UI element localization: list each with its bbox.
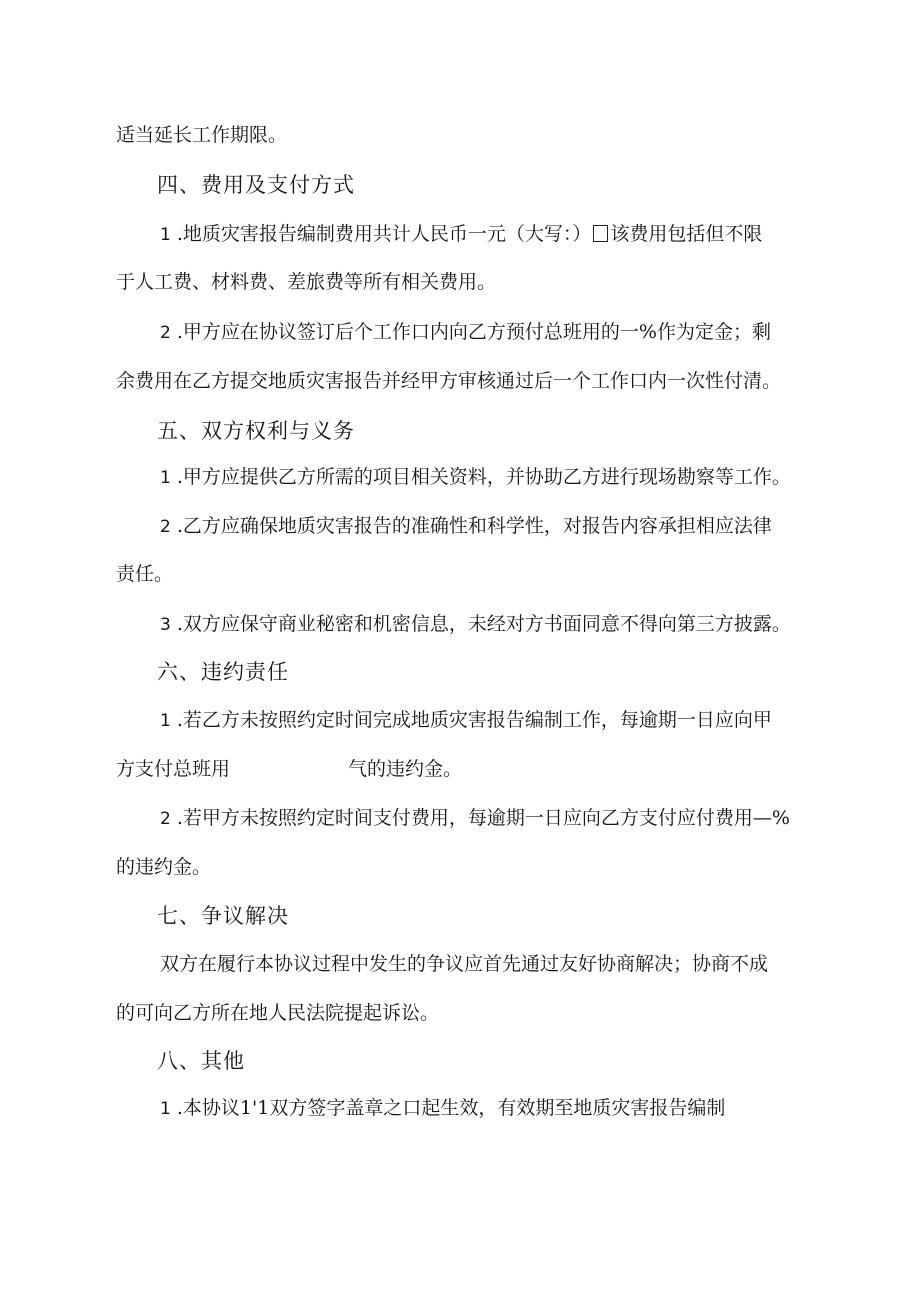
section-heading-liability: 六、违约责任 — [157, 660, 289, 684]
clause-6-2 — [160, 806, 790, 831]
clause-number: 1 — [160, 711, 171, 731]
paragraph-line: 的违约金。 — [116, 856, 212, 878]
section-heading-other: 八、其他 — [157, 1049, 245, 1073]
clause-5-3 — [160, 612, 791, 637]
clause-text: 方支付总班用 — [116, 758, 231, 780]
clause-text: .地质灾害报告编制费用共计人民币一元（大写：） — [176, 223, 592, 245]
clause-text: .若甲方未按照约定时间支付费用，每逾期一日应向乙方支付应付费用—% — [176, 807, 790, 829]
clause-number: 2 — [160, 323, 171, 343]
clause-6-1 — [160, 708, 772, 733]
clause-8-1 — [160, 1096, 725, 1121]
clause-number: 1 — [160, 1099, 171, 1119]
paragraph-line: 双方在履行本协议过程中发生的争议应首先通过友好协商解决；协商不成 — [160, 953, 769, 975]
clause-4-1 — [160, 222, 762, 247]
paragraph-line: 的可向乙方所在地人民法院提起诉讼。 — [116, 1002, 440, 1024]
section-heading-rights: 五、双方权利与义务 — [157, 419, 355, 443]
clause-number: 2 — [160, 517, 171, 537]
clause-number: 1 — [160, 468, 171, 488]
section-heading-fees: 四、费用及支付方式 — [157, 173, 355, 197]
clause-text: .乙方应确保地质灾害报告的准确性和科学性，对报告内容承担相应法律 — [176, 515, 772, 537]
clause-text: .双方应保守商业秘密和机密信息，未经对方书面同意不得向第三方披露。 — [176, 613, 791, 635]
clause-text: .甲方应提供乙方所需的项目相关资料，并协助乙方进行现场勘察等工作。 — [176, 466, 791, 488]
clause-number: 2 — [160, 809, 171, 829]
clause-5-1 — [160, 465, 791, 490]
clause-text-continued: 气的违约金。 — [348, 758, 463, 780]
clause-text: .甲方应在协议签订后个工作口内向乙方预付总班用的一%作为定金；剩 — [176, 321, 771, 343]
paragraph-line: 责任。 — [116, 563, 174, 585]
paragraph-line: 于人工费、材料费、差旅费等所有相关费用。 — [116, 271, 497, 293]
paragraph-line: 适当延长工作期限。 — [116, 124, 288, 146]
clause-text: .若乙方未按照约定时间完成地质灾害报告编制工作，每逾期一日应向甲 — [176, 709, 772, 731]
clause-number: 3 — [160, 615, 171, 635]
paragraph-line — [116, 757, 462, 781]
section-heading-dispute: 七、争议解决 — [157, 904, 289, 928]
clause-text-continued: 该费用包括但不限 — [610, 223, 763, 245]
clause-number: 1 — [160, 225, 171, 245]
paragraph-line: 余费用在乙方提交地质灾害报告并经甲方审核通过后一个工作口内一次性付清。 — [116, 370, 782, 392]
clause-4-2 — [160, 320, 771, 345]
clause-5-2 — [160, 514, 772, 539]
clause-text: .本协议1'1双方签字盖章之口起生效，有效期至地质灾害报告编制 — [176, 1097, 726, 1119]
empty-box-icon — [593, 225, 608, 242]
